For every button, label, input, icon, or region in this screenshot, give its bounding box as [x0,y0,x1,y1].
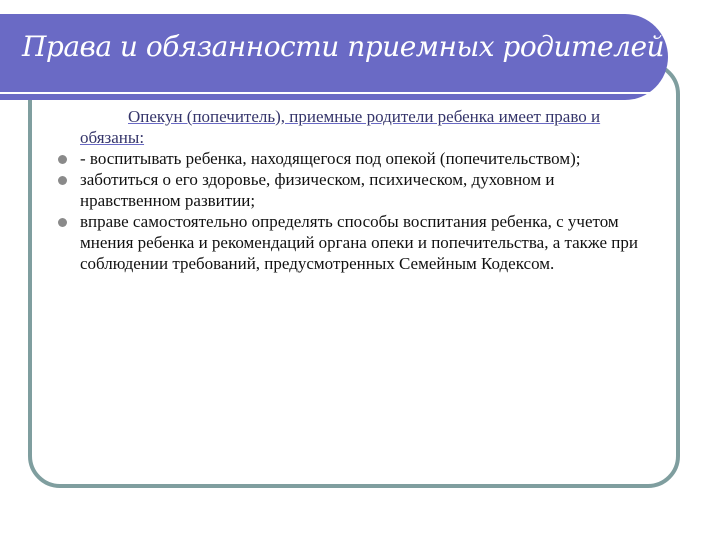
bullet-text: - воспитывать ребенка, находящегося под опекой (попечительством); [80,149,581,168]
bullet-text: вправе самостоятельно определять способы воспитания ребенка, с учетом мнения ребенка и рекомендаций органа опеки и попечительства, а также при соблюдении требований, предусмотренных Семейным Кодексом. [80,212,638,273]
title-underline [0,92,668,94]
bullet-dot-icon [58,218,67,227]
bullet-dot-icon [58,176,67,185]
intro-paragraph: Опекун (попечитель), приемные родители ребенка имеет право и обязаны: [80,107,601,147]
slide-title: Права и обязанности приемных родителей [22,30,665,63]
bullet-text: заботиться о его здоровье, физическом, психическом, духовном и нравственном развитии; [80,170,555,210]
bullet-list [58,148,648,274]
bullet-item [58,169,648,211]
slide-body [58,106,648,274]
bullet-dot-icon [58,155,67,164]
bullet-item [58,211,648,274]
bullet-item [58,148,648,169]
